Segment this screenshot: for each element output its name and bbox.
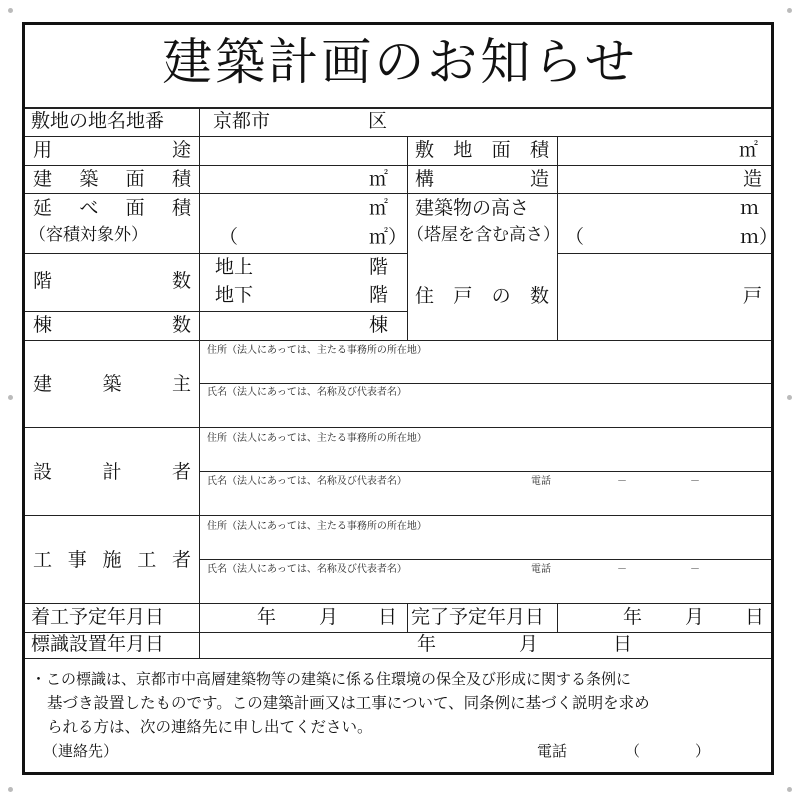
start-day: 日 (378, 606, 398, 628)
site-label: 敷地の地名地番 (31, 110, 165, 132)
total-floor-sub-unit: ㎡） (369, 226, 408, 248)
start-year: 年 (257, 606, 277, 628)
designer-tel-dash-2: － (690, 476, 700, 487)
total-floor-unit: ㎡ (369, 197, 389, 219)
notice-line-1: ・この標識は、京都市中高層建築物等の建築に係る住環境の保全及び形成に関する条例に (31, 670, 632, 688)
site-ward: 区 (368, 110, 388, 132)
height-label: 建築物の高さ (415, 197, 530, 219)
designer-label: 設 計 者 (33, 461, 191, 483)
grid-line (25, 311, 407, 312)
total-floor-sub-label: （容積対象外） (29, 225, 148, 245)
mounting-hole-mid-right (787, 395, 792, 400)
owner-name-caption: 氏名（法人にあっては、名称及び代表者名） (207, 387, 407, 398)
height-sub-open: （ (565, 226, 585, 248)
notice-line-3: られる方は、次の連絡先に申し出てください。 (47, 718, 373, 736)
floors-above: 地上 (215, 256, 254, 278)
finish-day: 日 (745, 606, 765, 628)
structure-label: 構 造 (415, 168, 549, 190)
start-month: 月 (319, 606, 339, 628)
height-sub-unit: ｍ） (740, 226, 779, 248)
mounting-hole-mid-left (8, 395, 13, 400)
contractor-tel-label: 電話 (531, 564, 551, 575)
grid-line (557, 603, 558, 632)
units-label: 住 戸 の 数 (415, 285, 549, 307)
grid-line (199, 383, 771, 384)
grid-line (25, 193, 771, 194)
units-unit: 戸 (743, 285, 763, 307)
board-title: 建築計画のお知らせ (162, 33, 638, 91)
posted-date-label: 標識設置年月日 (31, 633, 165, 655)
grid-line (25, 658, 771, 659)
height-sub-label: （塔屋を含む高さ） (407, 225, 560, 245)
grid-line (557, 253, 771, 254)
floors-label: 階 数 (33, 270, 191, 292)
mounting-hole-top-right (787, 8, 792, 13)
finish-date-label: 完了予定年月日 (411, 606, 545, 628)
notice-tel-label: 電話 (537, 742, 568, 760)
grid-line (199, 107, 200, 658)
grid-line (25, 165, 771, 166)
owner-label: 建 築 主 (33, 373, 191, 395)
grid-line (25, 515, 771, 516)
contractor-tel-dash-1: － (617, 564, 627, 575)
mounting-hole-bottom-left (8, 787, 13, 792)
grid-line (199, 559, 771, 560)
building-area-label: 建 築 面 積 (33, 168, 191, 190)
mounting-hole-top-left (8, 8, 13, 13)
notice-contact-label: （連絡先） (43, 742, 119, 760)
floors-below: 地下 (215, 284, 254, 306)
grid-line (25, 107, 771, 109)
grid-line (25, 603, 771, 604)
grid-line (407, 603, 408, 632)
buildings-unit: 棟 (369, 314, 389, 336)
grid-line (25, 340, 771, 341)
use-label: 用 途 (33, 139, 191, 161)
notice-line-2: 基づき設置したものです。この建築計画又は工事について、同条例に基づく説明を求め (47, 694, 650, 712)
finish-month: 月 (685, 606, 705, 628)
contractor-tel-dash-2: － (690, 564, 700, 575)
floors-above-unit: 階 (369, 256, 389, 278)
start-date-label: 着工予定年月日 (31, 606, 165, 628)
notice-board (22, 22, 779, 775)
grid-line (25, 136, 771, 137)
grid-line (199, 471, 771, 472)
contractor-label: 工 事 施 工 者 (33, 549, 191, 571)
contractor-name-caption: 氏名（法人にあっては、名称及び代表者名） (207, 564, 407, 575)
notice-tel-paren-open: （ (625, 742, 641, 760)
site-area-unit: ㎡ (739, 139, 759, 161)
designer-tel-label: 電話 (531, 476, 551, 487)
designer-address-caption: 住所（法人にあっては、主たる事務所の所在地） (207, 433, 427, 444)
total-floor-label: 延 べ 面 積 (33, 197, 191, 219)
posted-month: 月 (519, 633, 539, 655)
mounting-hole-bottom-right (787, 787, 792, 792)
designer-name-caption: 氏名（法人にあっては、名称及び代表者名） (207, 476, 407, 487)
structure-unit: 造 (743, 168, 763, 190)
grid-line (25, 427, 771, 428)
designer-tel-dash-1: － (617, 476, 627, 487)
posted-day: 日 (613, 633, 633, 655)
grid-line (25, 253, 407, 254)
site-city: 京都市 (213, 110, 271, 132)
site-area-label: 敷 地 面 積 (415, 139, 549, 161)
posted-year: 年 (417, 633, 437, 655)
notice-tel-paren-close: ） (695, 742, 711, 760)
height-unit: ｍ (740, 197, 760, 219)
floors-below-unit: 階 (369, 284, 389, 306)
buildings-label: 棟 数 (33, 314, 191, 336)
building-area-unit: ㎡ (369, 168, 389, 190)
contractor-address-caption: 住所（法人にあっては、主たる事務所の所在地） (207, 521, 427, 532)
owner-address-caption: 住所（法人にあっては、主たる事務所の所在地） (207, 345, 427, 356)
total-floor-sub-open: （ (219, 226, 239, 248)
finish-year: 年 (623, 606, 643, 628)
